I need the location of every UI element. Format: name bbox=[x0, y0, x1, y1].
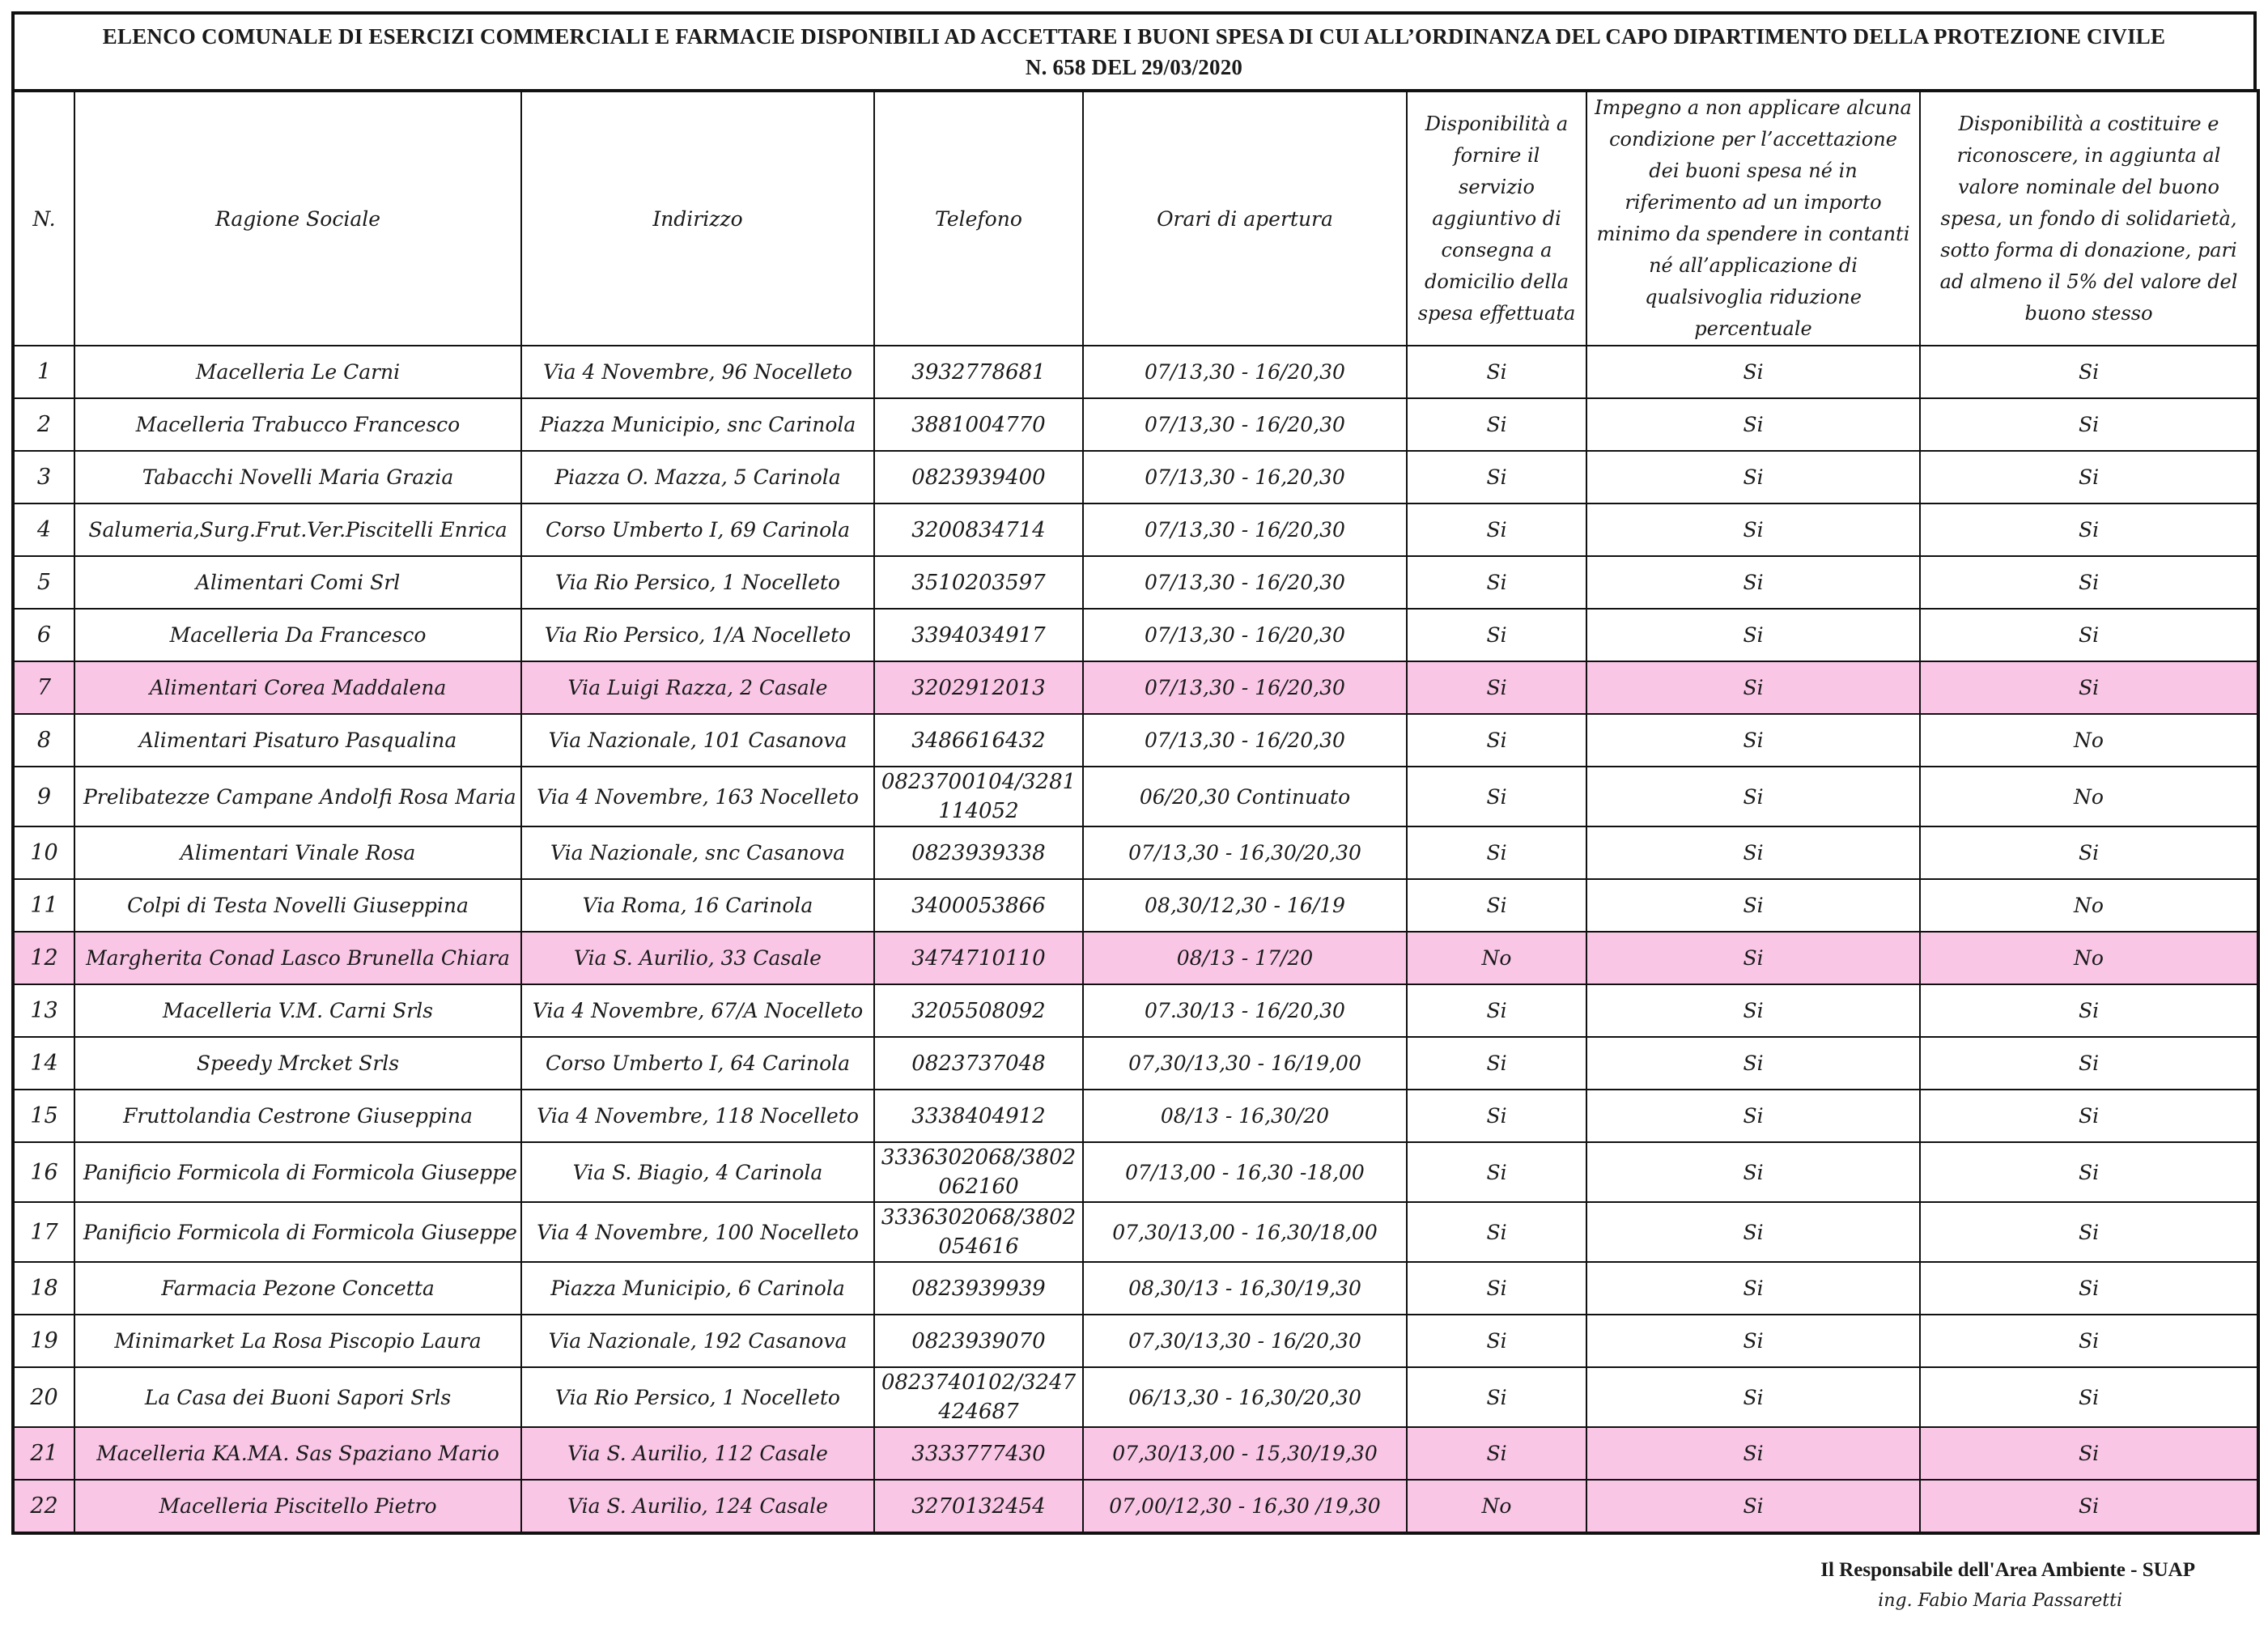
cell-num: 20 bbox=[13, 1367, 74, 1427]
cell-telefono: 0823737048 bbox=[874, 1037, 1083, 1090]
cell-telefono: 0823740102/3247424687 bbox=[874, 1367, 1083, 1427]
cell-orari: 07/13,30 - 16/20,30 bbox=[1083, 661, 1407, 714]
cell-indirizzo: Via 4 Novembre, 163 Nocelleto bbox=[521, 767, 874, 826]
cell-ragione-sociale: Macelleria V.M. Carni Srls bbox=[74, 984, 521, 1037]
signature-block bbox=[1820, 1554, 2195, 1616]
cell-domicilio: Si bbox=[1407, 767, 1586, 826]
table-row bbox=[13, 767, 2258, 826]
cell-domicilio: Si bbox=[1407, 1315, 1586, 1367]
table-row bbox=[13, 984, 2258, 1037]
cell-orari: 07,30/13,30 - 16/20,30 bbox=[1083, 1315, 1407, 1367]
cell-impegno: Si bbox=[1586, 879, 1920, 932]
cell-indirizzo: Via S. Biagio, 4 Carinola bbox=[521, 1142, 874, 1202]
cell-telefono: 3474710110 bbox=[874, 932, 1083, 984]
table-row bbox=[13, 1427, 2258, 1480]
cell-fondo: Si bbox=[1920, 609, 2258, 661]
cell-impegno: Si bbox=[1586, 1480, 1920, 1533]
cell-ragione-sociale: Macelleria Le Carni bbox=[74, 346, 521, 398]
table-row bbox=[13, 879, 2258, 932]
header-fondo: Disponibilità a costituire e riconoscere, in aggiunta al valore nominale del buono spesa, un fondo di solidarietà, sotto forma di donazione, pari ad almeno il 5% del valore del buono stesso bbox=[1920, 91, 2258, 346]
title-line-2: N. 658 DEL 29/03/2020 bbox=[1025, 55, 1243, 79]
cell-ragione-sociale: Alimentari Corea Maddalena bbox=[74, 661, 521, 714]
cell-domicilio: Si bbox=[1407, 346, 1586, 398]
cell-num: 10 bbox=[13, 826, 74, 879]
cell-fondo: No bbox=[1920, 714, 2258, 767]
cell-indirizzo: Piazza Municipio, 6 Carinola bbox=[521, 1262, 874, 1315]
cell-indirizzo: Via 4 Novembre, 96 Nocelleto bbox=[521, 346, 874, 398]
cell-impegno: Si bbox=[1586, 1142, 1920, 1202]
cell-indirizzo: Piazza Municipio, snc Carinola bbox=[521, 398, 874, 451]
cell-fondo: Si bbox=[1920, 984, 2258, 1037]
table-row bbox=[13, 1037, 2258, 1090]
cell-ragione-sociale: Speedy Mrcket Srls bbox=[74, 1037, 521, 1090]
cell-telefono: 0823700104/3281114052 bbox=[874, 767, 1083, 826]
cell-indirizzo: Via S. Aurilio, 33 Casale bbox=[521, 932, 874, 984]
cell-indirizzo: Corso Umberto I, 64 Carinola bbox=[521, 1037, 874, 1090]
cell-orari: 07/13,30 - 16,30/20,30 bbox=[1083, 826, 1407, 879]
cell-orari: 07.30/13 - 16/20,30 bbox=[1083, 984, 1407, 1037]
cell-num: 2 bbox=[13, 398, 74, 451]
cell-impegno: Si bbox=[1586, 826, 1920, 879]
cell-num: 13 bbox=[13, 984, 74, 1037]
cell-fondo: Si bbox=[1920, 1367, 2258, 1427]
signature-role: Il Responsabile dell'Area Ambiente - SUAP bbox=[1820, 1559, 2195, 1581]
cell-domicilio: Si bbox=[1407, 609, 1586, 661]
cell-ragione-sociale: Salumeria,Surg.Frut.Ver.Piscitelli Enrica bbox=[74, 503, 521, 556]
cell-domicilio: Si bbox=[1407, 714, 1586, 767]
cell-indirizzo: Corso Umberto I, 69 Carinola bbox=[521, 503, 874, 556]
cell-impegno: Si bbox=[1586, 661, 1920, 714]
cell-impegno: Si bbox=[1586, 1090, 1920, 1142]
table-row bbox=[13, 1090, 2258, 1142]
cell-domicilio: Si bbox=[1407, 879, 1586, 932]
cell-indirizzo: Via Nazionale, 192 Casanova bbox=[521, 1315, 874, 1367]
cell-orari: 08,30/13 - 16,30/19,30 bbox=[1083, 1262, 1407, 1315]
cell-indirizzo: Piazza O. Mazza, 5 Carinola bbox=[521, 451, 874, 503]
header-impegno: Impegno a non applicare alcuna condizione per l’accettazione dei buoni spesa né in riferimento ad un importo minimo da spendere in contanti né all’applicazione di qualsivoglia riduzione percentuale bbox=[1586, 91, 1920, 346]
cell-num: 1 bbox=[13, 346, 74, 398]
cell-fondo: Si bbox=[1920, 398, 2258, 451]
cell-fondo: Si bbox=[1920, 346, 2258, 398]
cell-domicilio: No bbox=[1407, 932, 1586, 984]
cell-ragione-sociale: Panificio Formicola di Formicola Giuseppe bbox=[74, 1142, 521, 1202]
cell-telefono: 3205508092 bbox=[874, 984, 1083, 1037]
table-row bbox=[13, 1262, 2258, 1315]
cell-orari: 07/13,30 - 16/20,30 bbox=[1083, 556, 1407, 609]
cell-impegno: Si bbox=[1586, 1367, 1920, 1427]
header-orari: Orari di apertura bbox=[1083, 91, 1407, 346]
table-body bbox=[13, 346, 2258, 1533]
cell-ragione-sociale: Macelleria Piscitello Pietro bbox=[74, 1480, 521, 1533]
cell-ragione-sociale: Margherita Conad Lasco Brunella Chiara bbox=[74, 932, 521, 984]
cell-indirizzo: Via 4 Novembre, 67/A Nocelleto bbox=[521, 984, 874, 1037]
cell-indirizzo: Via S. Aurilio, 124 Casale bbox=[521, 1480, 874, 1533]
cell-telefono: 3486616432 bbox=[874, 714, 1083, 767]
cell-num: 21 bbox=[13, 1427, 74, 1480]
cell-ragione-sociale: Tabacchi Novelli Maria Grazia bbox=[74, 451, 521, 503]
cell-indirizzo: Via Nazionale, 101 Casanova bbox=[521, 714, 874, 767]
cell-domicilio: Si bbox=[1407, 984, 1586, 1037]
cell-num: 3 bbox=[13, 451, 74, 503]
cell-telefono: 3270132454 bbox=[874, 1480, 1083, 1533]
cell-ragione-sociale: Macelleria KA.MA. Sas Spaziano Mario bbox=[74, 1427, 521, 1480]
cell-domicilio: Si bbox=[1407, 661, 1586, 714]
cell-telefono: 0823939400 bbox=[874, 451, 1083, 503]
cell-domicilio: Si bbox=[1407, 556, 1586, 609]
cell-telefono: 0823939939 bbox=[874, 1262, 1083, 1315]
cell-ragione-sociale: Alimentari Vinale Rosa bbox=[74, 826, 521, 879]
cell-num: 18 bbox=[13, 1262, 74, 1315]
cell-impegno: Si bbox=[1586, 984, 1920, 1037]
cell-domicilio: Si bbox=[1407, 826, 1586, 879]
cell-impegno: Si bbox=[1586, 398, 1920, 451]
cell-telefono: 3200834714 bbox=[874, 503, 1083, 556]
cell-telefono: 3338404912 bbox=[874, 1090, 1083, 1142]
cell-impegno: Si bbox=[1586, 556, 1920, 609]
cell-num: 9 bbox=[13, 767, 74, 826]
cell-num: 16 bbox=[13, 1142, 74, 1202]
cell-ragione-sociale: Alimentari Pisaturo Pasqualina bbox=[74, 714, 521, 767]
cell-telefono: 0823939070 bbox=[874, 1315, 1083, 1367]
table-row bbox=[13, 1367, 2258, 1427]
cell-num: 19 bbox=[13, 1315, 74, 1367]
cell-ragione-sociale: Fruttolandia Cestrone Giuseppina bbox=[74, 1090, 521, 1142]
cell-num: 17 bbox=[13, 1202, 74, 1262]
cell-impegno: Si bbox=[1586, 932, 1920, 984]
cell-domicilio: Si bbox=[1407, 398, 1586, 451]
cell-telefono: 3333777430 bbox=[874, 1427, 1083, 1480]
cell-orari: 07/13,30 - 16/20,30 bbox=[1083, 346, 1407, 398]
table-row bbox=[13, 1142, 2258, 1202]
cell-impegno: Si bbox=[1586, 1202, 1920, 1262]
cell-domicilio: No bbox=[1407, 1480, 1586, 1533]
cell-fondo: Si bbox=[1920, 1480, 2258, 1533]
table-row bbox=[13, 661, 2258, 714]
cell-num: 5 bbox=[13, 556, 74, 609]
cell-fondo: No bbox=[1920, 932, 2258, 984]
table-row bbox=[13, 609, 2258, 661]
cell-fondo: Si bbox=[1920, 451, 2258, 503]
title-line-1: ELENCO COMUNALE DI ESERCIZI COMMERCIALI E FARMACIE DISPONIBILI AD ACCETTARE I BUONI SPESA DI CUI ALL’ORDINANZA DEL CAPO DIPARTIMENTO DELLA PROTEZIONE CIVILE bbox=[102, 24, 2166, 49]
cell-indirizzo: Via Rio Persico, 1/A Nocelleto bbox=[521, 609, 874, 661]
cell-domicilio: Si bbox=[1407, 1262, 1586, 1315]
cell-indirizzo: Via 4 Novembre, 100 Nocelleto bbox=[521, 1202, 874, 1262]
cell-telefono: 3336302068/3802062160 bbox=[874, 1142, 1083, 1202]
cell-orari: 07/13,30 - 16,20,30 bbox=[1083, 451, 1407, 503]
cell-fondo: No bbox=[1920, 767, 2258, 826]
cell-num: 4 bbox=[13, 503, 74, 556]
header-domicilio: Disponibilità a fornire il servizio aggiuntivo di consegna a domicilio della spesa effettuata bbox=[1407, 91, 1586, 346]
cell-ragione-sociale: Colpi di Testa Novelli Giuseppina bbox=[74, 879, 521, 932]
cell-orari: 08/13 - 17/20 bbox=[1083, 932, 1407, 984]
cell-telefono: 3932778681 bbox=[874, 346, 1083, 398]
cell-fondo: Si bbox=[1920, 1262, 2258, 1315]
header-indirizzo: Indirizzo bbox=[521, 91, 874, 346]
header-telefono: Telefono bbox=[874, 91, 1083, 346]
header-ragione-sociale: Ragione Sociale bbox=[74, 91, 521, 346]
signature-name: ing. Fabio Maria Passaretti bbox=[1878, 1591, 2122, 1611]
cell-ragione-sociale: Alimentari Comi Srl bbox=[74, 556, 521, 609]
cell-impegno: Si bbox=[1586, 503, 1920, 556]
cell-indirizzo: Via Nazionale, snc Casanova bbox=[521, 826, 874, 879]
cell-telefono: 3394034917 bbox=[874, 609, 1083, 661]
cell-num: 11 bbox=[13, 879, 74, 932]
cell-telefono: 3400053866 bbox=[874, 879, 1083, 932]
cell-impegno: Si bbox=[1586, 451, 1920, 503]
cell-orari: 08/13 - 16,30/20 bbox=[1083, 1090, 1407, 1142]
table-row bbox=[13, 451, 2258, 503]
cell-telefono: 3202912013 bbox=[874, 661, 1083, 714]
cell-impegno: Si bbox=[1586, 714, 1920, 767]
table-row bbox=[13, 1315, 2258, 1367]
cell-fondo: Si bbox=[1920, 1427, 2258, 1480]
cell-indirizzo: Via 4 Novembre, 118 Nocelleto bbox=[521, 1090, 874, 1142]
cell-domicilio: Si bbox=[1407, 1037, 1586, 1090]
cell-indirizzo: Via S. Aurilio, 112 Casale bbox=[521, 1427, 874, 1480]
cell-orari: 07,30/13,00 - 15,30/19,30 bbox=[1083, 1427, 1407, 1480]
cell-indirizzo: Via Luigi Razza, 2 Casale bbox=[521, 661, 874, 714]
cell-fondo: Si bbox=[1920, 1202, 2258, 1262]
cell-orari: 07/13,30 - 16/20,30 bbox=[1083, 609, 1407, 661]
table-row bbox=[13, 556, 2258, 609]
table-row bbox=[13, 1202, 2258, 1262]
cell-telefono: 3336302068/3802054616 bbox=[874, 1202, 1083, 1262]
cell-impegno: Si bbox=[1586, 1427, 1920, 1480]
table-row bbox=[13, 1480, 2258, 1533]
cell-fondo: Si bbox=[1920, 1142, 2258, 1202]
cell-impegno: Si bbox=[1586, 1262, 1920, 1315]
cell-num: 8 bbox=[13, 714, 74, 767]
cell-fondo: Si bbox=[1920, 1090, 2258, 1142]
cell-ragione-sociale: Prelibatezze Campane Andolfi Rosa Maria bbox=[74, 767, 521, 826]
cell-fondo: Si bbox=[1920, 661, 2258, 714]
table-row bbox=[13, 826, 2258, 879]
cell-ragione-sociale: Panificio Formicola di Formicola Giuseppe bbox=[74, 1202, 521, 1262]
cell-num: 15 bbox=[13, 1090, 74, 1142]
header-num: N. bbox=[13, 91, 74, 346]
cell-domicilio: Si bbox=[1407, 503, 1586, 556]
cell-num: 14 bbox=[13, 1037, 74, 1090]
cell-domicilio: Si bbox=[1407, 451, 1586, 503]
table-header-row bbox=[13, 91, 2258, 346]
cell-impegno: Si bbox=[1586, 346, 1920, 398]
cell-orari: 07/13,30 - 16/20,30 bbox=[1083, 398, 1407, 451]
table-row bbox=[13, 714, 2258, 767]
cell-domicilio: Si bbox=[1407, 1367, 1586, 1427]
cell-orari: 08,30/12,30 - 16/19 bbox=[1083, 879, 1407, 932]
cell-telefono: 0823939338 bbox=[874, 826, 1083, 879]
cell-orari: 07/13,30 - 16/20,30 bbox=[1083, 714, 1407, 767]
cell-fondo: Si bbox=[1920, 556, 2258, 609]
cell-ragione-sociale: La Casa dei Buoni Sapori Srls bbox=[74, 1367, 521, 1427]
shops-table bbox=[11, 89, 2260, 1535]
cell-fondo: Si bbox=[1920, 503, 2258, 556]
cell-ragione-sociale: Macelleria Trabucco Francesco bbox=[74, 398, 521, 451]
cell-impegno: Si bbox=[1586, 609, 1920, 661]
cell-num: 12 bbox=[13, 932, 74, 984]
cell-impegno: Si bbox=[1586, 767, 1920, 826]
document-sheet bbox=[11, 11, 2257, 1535]
cell-domicilio: Si bbox=[1407, 1090, 1586, 1142]
cell-indirizzo: Via Rio Persico, 1 Nocelleto bbox=[521, 556, 874, 609]
cell-domicilio: Si bbox=[1407, 1142, 1586, 1202]
cell-fondo: No bbox=[1920, 879, 2258, 932]
cell-num: 22 bbox=[13, 1480, 74, 1533]
cell-orari: 06/20,30 Continuato bbox=[1083, 767, 1407, 826]
document-title bbox=[11, 11, 2257, 89]
cell-impegno: Si bbox=[1586, 1037, 1920, 1090]
cell-ragione-sociale: Minimarket La Rosa Piscopio Laura bbox=[74, 1315, 521, 1367]
cell-ragione-sociale: Macelleria Da Francesco bbox=[74, 609, 521, 661]
cell-domicilio: Si bbox=[1407, 1427, 1586, 1480]
cell-orari: 07/13,00 - 16,30 -18,00 bbox=[1083, 1142, 1407, 1202]
cell-orari: 07,30/13,00 - 16,30/18,00 bbox=[1083, 1202, 1407, 1262]
cell-impegno: Si bbox=[1586, 1315, 1920, 1367]
cell-fondo: Si bbox=[1920, 826, 2258, 879]
cell-fondo: Si bbox=[1920, 1037, 2258, 1090]
table-row bbox=[13, 398, 2258, 451]
cell-indirizzo: Via Rio Persico, 1 Nocelleto bbox=[521, 1367, 874, 1427]
cell-ragione-sociale: Farmacia Pezone Concetta bbox=[74, 1262, 521, 1315]
cell-fondo: Si bbox=[1920, 1315, 2258, 1367]
table-row bbox=[13, 503, 2258, 556]
cell-orari: 07,00/12,30 - 16,30 /19,30 bbox=[1083, 1480, 1407, 1533]
cell-orari: 07,30/13,30 - 16/19,00 bbox=[1083, 1037, 1407, 1090]
cell-indirizzo: Via Roma, 16 Carinola bbox=[521, 879, 874, 932]
cell-telefono: 3510203597 bbox=[874, 556, 1083, 609]
table-row bbox=[13, 346, 2258, 398]
cell-orari: 07/13,30 - 16/20,30 bbox=[1083, 503, 1407, 556]
table-row bbox=[13, 932, 2258, 984]
cell-num: 7 bbox=[13, 661, 74, 714]
cell-orari: 06/13,30 - 16,30/20,30 bbox=[1083, 1367, 1407, 1427]
cell-telefono: 3881004770 bbox=[874, 398, 1083, 451]
cell-num: 6 bbox=[13, 609, 74, 661]
cell-domicilio: Si bbox=[1407, 1202, 1586, 1262]
